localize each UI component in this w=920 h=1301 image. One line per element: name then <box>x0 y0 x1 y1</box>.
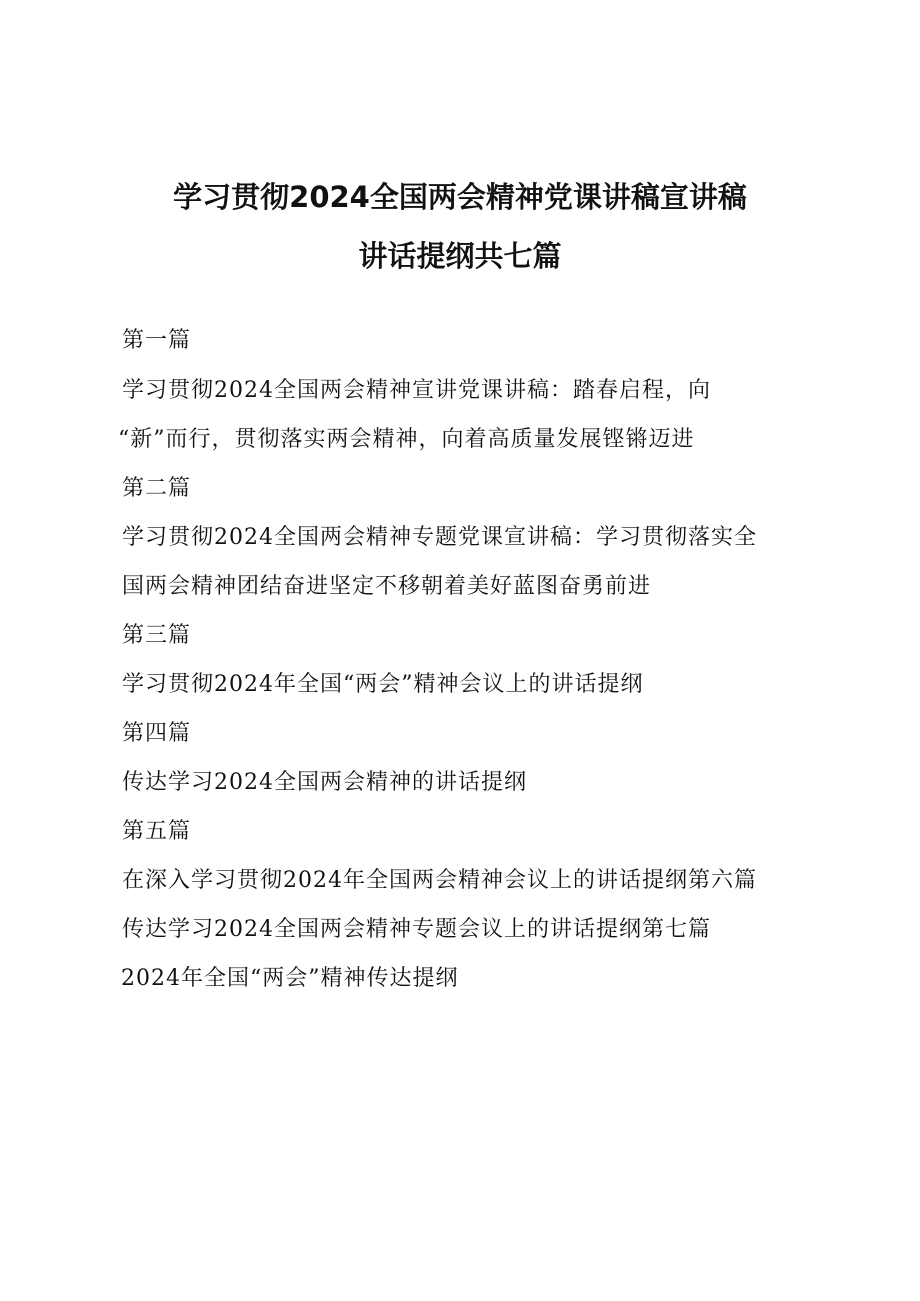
section-heading-4: 第四篇 <box>122 721 192 746</box>
document-title-line-1: 学习贯彻2024全国两会精神党课讲稿宣讲稿 <box>173 180 747 214</box>
article-title-5-and-heading-6: 在深入学习贯彻2024年全国两会精神会议上的讲话提纲第六篇 <box>122 868 757 893</box>
article-title-7: 2024年全国“两会”精神传达提纲 <box>121 966 459 991</box>
section-heading-1: 第一篇 <box>122 328 192 353</box>
section-heading-3: 第三篇 <box>122 623 192 648</box>
article-title-1-line-1: 学习贯彻2024全国两会精神宣讲党课讲稿：踏春启程，向 <box>122 378 711 403</box>
article-title-2-line-1: 学习贯彻2024全国两会精神专题党课宣讲稿：学习贯彻落实全 <box>122 525 757 550</box>
article-title-6-and-heading-7: 传达学习2024全国两会精神专题会议上的讲话提纲第七篇 <box>122 917 711 942</box>
document-title-line-2: 讲话提纲共七篇 <box>358 239 562 273</box>
article-title-2-line-2: 国两会精神团结奋进坚定不移朝着美好蓝图奋勇前进 <box>122 574 652 599</box>
article-title-1-line-2: “新”而行，贯彻落实两会精神，向着高质量发展铿锵迈进 <box>118 427 695 452</box>
article-title-4: 传达学习2024全国两会精神的讲话提纲 <box>122 770 527 795</box>
section-heading-5: 第五篇 <box>122 819 192 844</box>
section-heading-2: 第二篇 <box>122 476 192 501</box>
article-title-3: 学习贯彻2024年全国“两会”精神会议上的讲话提纲 <box>122 672 644 697</box>
